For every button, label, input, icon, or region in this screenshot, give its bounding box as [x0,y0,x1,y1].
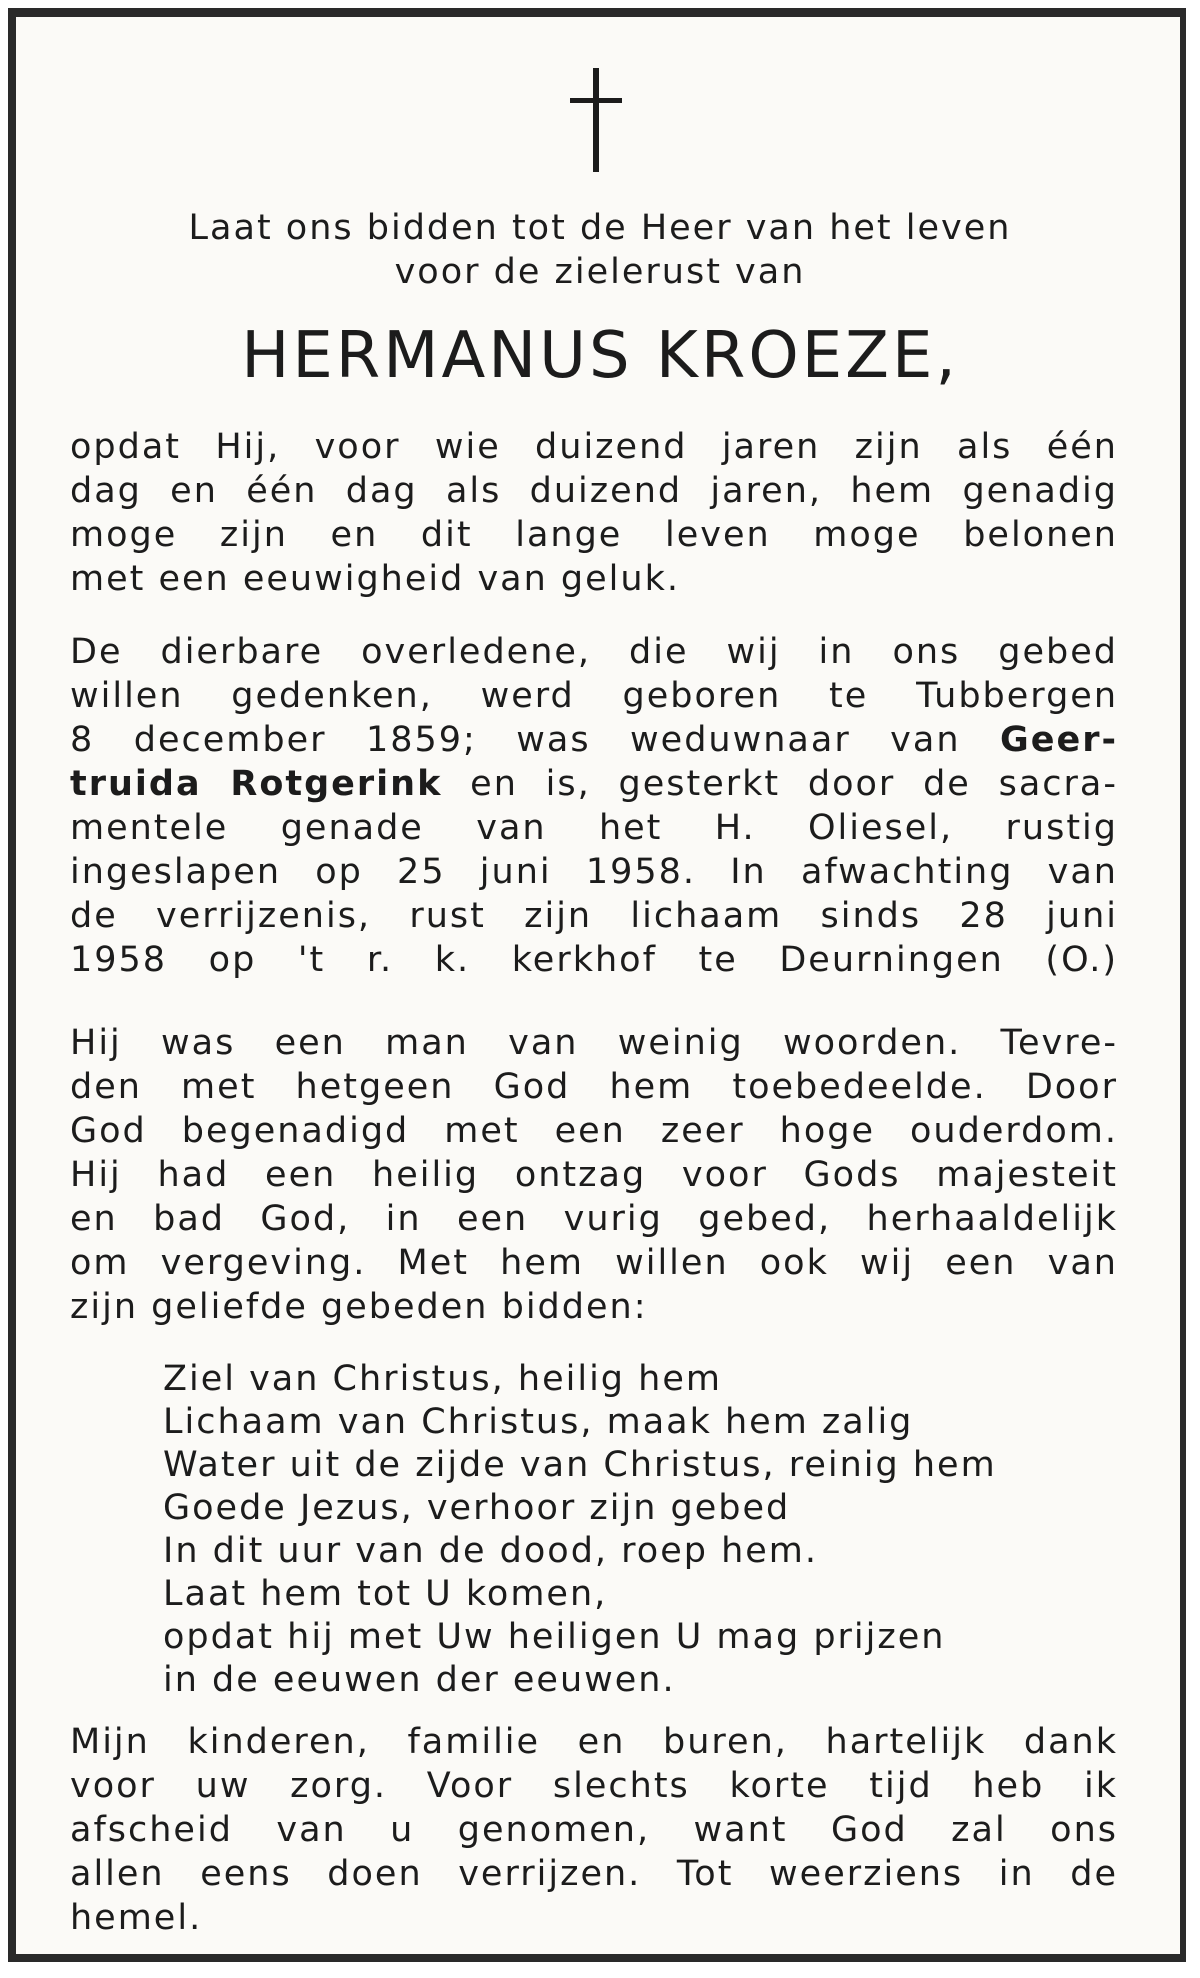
text-line: God begenadigd met een zeer hoge ouderdom. [70,1111,1118,1151]
text-line: moge zijn en dit lange leven moge belonen [70,515,1118,555]
text-line-part: 8 december 1859; was weduwnaar van [70,720,961,760]
prayer-line: Laat hem tot U komen, [163,1574,608,1614]
text-line: met een eeuwigheid van geluk. [70,559,680,599]
prayer-line: Water uit de zijde van Christus, reinig hem [163,1445,997,1485]
deceased-name: HERMANUS KROEZE, [241,319,959,393]
text-line-part: en is, gesterkt door de sacra- [470,764,1118,804]
text-line: hemel. [70,1898,203,1938]
text-line: om vergeving. Met hem willen ook wij een van [70,1243,1118,1283]
prayer-line: In dit uur van de dood, roep hem. [163,1531,819,1571]
text-line: zijn geliefde gebeden bidden: [70,1287,648,1327]
text-line: ingeslapen op 25 juni 1958. In afwachting van [70,852,1118,892]
text-line: de verrijzenis, rust zijn lichaam sinds 28 juni [70,896,1118,936]
prayer-line: Ziel van Christus, heilig hem [163,1359,722,1399]
text-line: willen gedenken, werd geboren te Tubbergen [70,676,1118,716]
invocation-line: Laat ons bidden tot de Heer van het leven [188,208,1012,248]
latin-cross-icon [570,68,622,172]
text-line: Hij was een man van weinig woorden. Tevre- [70,1023,1118,1063]
text-line: Hij had een heilig ontzag voor Gods majesteit [70,1155,1118,1195]
prayer-line: Goede Jezus, verhoor zijn gebed [163,1488,791,1528]
text-line: dag en één dag als duizend jaren, hem genadig [70,471,1118,511]
text-line: allen eens doen verrijzen. Tot weerziens in de [70,1854,1118,1894]
prayer-line: Lichaam van Christus, maak hem zalig [163,1402,914,1442]
text-line: afscheid van u genomen, want God zal ons [70,1810,1118,1850]
text-line: mentele genade van het H. Oliesel, rustig [70,808,1118,848]
prayer-line: opdat hij met Uw heiligen U mag prijzen [163,1617,946,1657]
text-line [70,718,1118,762]
text-line: De dierbare overledene, die wij in ons gebed [70,632,1118,672]
text-line [70,762,1118,806]
spouse-name-part: truida Rotgerink [70,764,443,804]
invocation-line: voor de zielerust van [394,252,806,292]
spouse-name-part: Geer- [999,720,1118,760]
text-line: opdat Hij, voor wie duizend jaren zijn als één [70,427,1118,467]
text-line: voor uw zorg. Voor slechts korte tijd heb ik [70,1766,1118,1806]
text-line: 1958 op 't r. k. kerkhof te Deurningen (O.) [70,940,1118,980]
text-line: den met hetgeen God hem toebedeelde. Door [70,1067,1118,1107]
text-line: Mijn kinderen, familie en buren, hartelijk dank [70,1722,1118,1762]
text-line: en bad God, in een vurig gebed, herhaaldelijk [70,1199,1118,1239]
prayer-line: in de eeuwen der eeuwen. [163,1660,676,1700]
